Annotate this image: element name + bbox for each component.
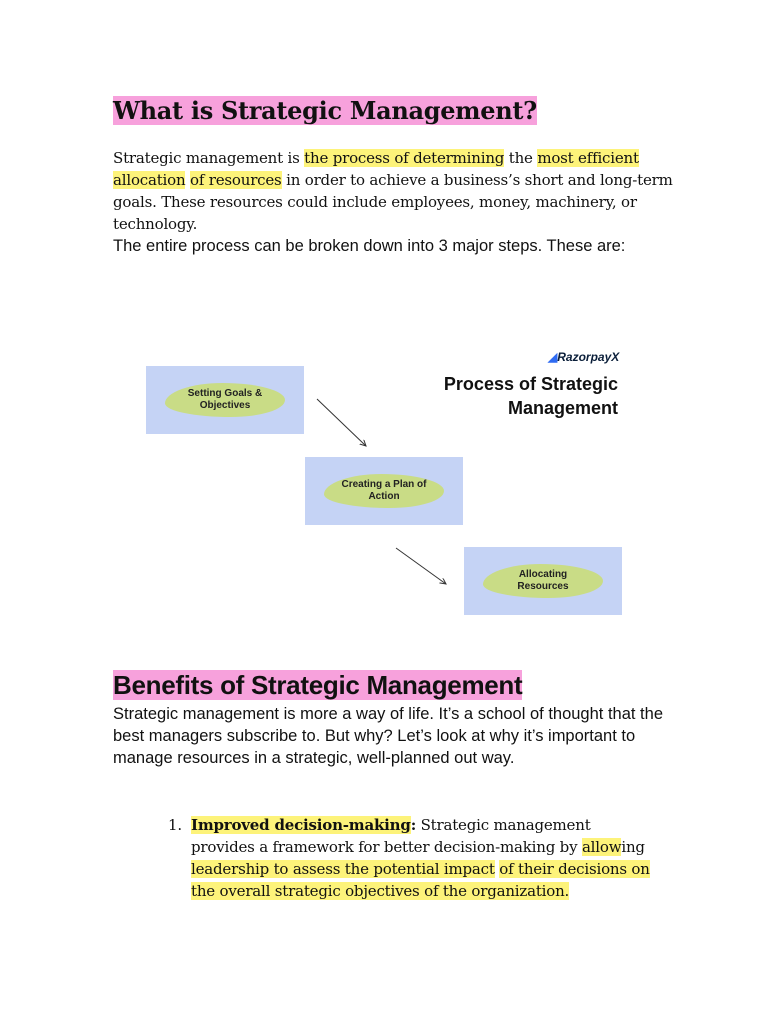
list-text: Strategic management provides a framework for better decision-making by [191, 816, 591, 856]
list-item-colon: : [410, 816, 417, 834]
step-label: Setting Goals & Objectives [165, 383, 285, 417]
list-item-body [191, 814, 651, 902]
section-heading-text: Benefits of Strategic Management [113, 670, 523, 700]
page-heading [113, 94, 537, 128]
list-text: ing [621, 838, 645, 856]
steps-intro: The entire process can be broken down into 3 major steps. These are: [113, 237, 626, 255]
arrow-icon [317, 399, 366, 446]
intro-text: the [504, 149, 538, 167]
section-heading [113, 668, 522, 702]
step-label: Creating a Plan of Action [324, 474, 444, 508]
benefits-intro: Strategic management is more a way of life. It’s a school of thought that the best managers subscribe to. But why? Let’s look at why it’s important to manage resources in a strategic, well-planned out way. [113, 705, 663, 767]
list-highlight: allow [581, 838, 622, 856]
intro-paragraph [113, 147, 673, 235]
intro-highlight: the process of determining [304, 149, 505, 167]
intro-text: in order to achieve a business’s short and long-term goals. These resources could include employees, money, machinery, or technology. [113, 171, 673, 233]
list-number: 1. [168, 816, 182, 834]
brand-name: RazorpayX [557, 350, 620, 364]
heading-text: What is Strategic Management? [113, 96, 537, 125]
diagram-title: Process of Strategic Management [443, 374, 618, 418]
arrows-layer [130, 310, 650, 630]
intro-highlight: most efficient allocation [113, 149, 639, 189]
brand-mark-icon: ◢ [548, 350, 558, 364]
list-item-title: Improved decision-making [191, 816, 411, 834]
step-label: Allocating Resources [483, 564, 603, 598]
list-highlight: leadership to assess the potential impact [191, 860, 495, 878]
arrow-icon [396, 548, 446, 584]
intro-text: Strategic management is [113, 149, 305, 167]
list-highlight: of their decisions on the overall strategic objectives of the organization. [191, 860, 650, 900]
intro-highlight: of resources [190, 171, 282, 189]
process-diagram [130, 310, 650, 630]
